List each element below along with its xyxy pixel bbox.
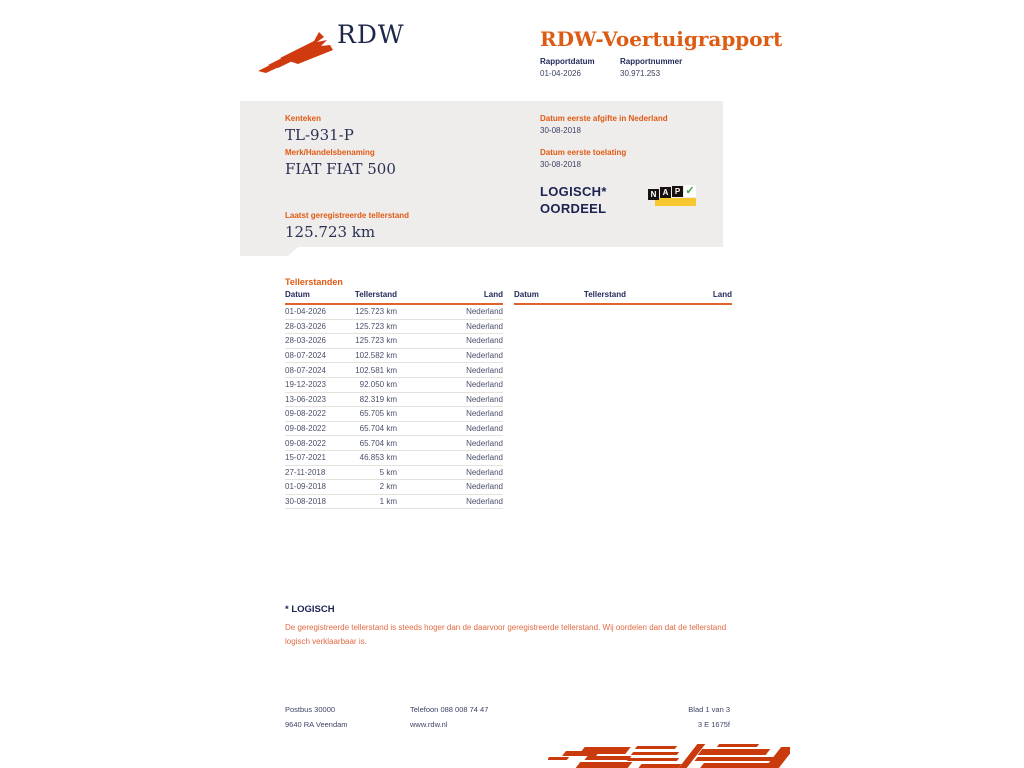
table-row [285, 363, 503, 378]
tellerstanden-table-right [514, 290, 732, 305]
oordeel-line2: OORDEEL [540, 201, 607, 216]
table-row [285, 320, 503, 335]
table-row [285, 495, 503, 510]
table-row [285, 305, 503, 320]
logisch-footnote [285, 604, 733, 649]
nap-letter-p: P [672, 186, 683, 197]
row-datum: 15-07-2021 [285, 453, 326, 463]
row-datum: 08-07-2024 [285, 365, 326, 375]
eerste-afgifte-label: Datum eerste afgifte in Nederland [540, 114, 668, 123]
col-header-datum: Datum [514, 290, 539, 299]
footer-website: www.rdw.nl [410, 720, 448, 729]
footnote-text: De geregistreerde tellerstand is steeds hoger dan de daarvoor geregistreerde tellerstand. Wij oordelen dan dat de tellerstand logisch verklaarbaar is. [285, 623, 727, 646]
footer-page-info [688, 702, 730, 732]
table-row [285, 466, 503, 481]
row-tellerstand: 2 km [379, 482, 397, 492]
tellerstanden-rows [285, 305, 503, 509]
col-header-land: Land [483, 290, 503, 299]
footer-phone: Telefoon 088 008 74 47 [410, 705, 489, 714]
row-tellerstand: 65.704 km [359, 424, 397, 434]
table-row [285, 334, 503, 349]
row-datum: 09-08-2022 [285, 409, 326, 419]
row-tellerstand: 82.319 km [359, 394, 397, 404]
row-tellerstand: 5 km [379, 467, 397, 477]
kenteken-value: TL-931-P [285, 126, 354, 144]
oordeel-text [540, 183, 607, 217]
table-row [285, 393, 503, 408]
page-title: RDW-Voertuigrapport [540, 27, 783, 51]
row-tellerstand: 1 km [379, 497, 397, 507]
laatste-tellerstand-label: Laatst geregistreerde tellerstand [285, 211, 410, 220]
row-land: Nederland [466, 438, 503, 448]
summary-box-tab [240, 247, 298, 256]
merk-label: Merk/Handelsbenaming [285, 148, 375, 157]
row-land: Nederland [466, 467, 503, 477]
row-land: Nederland [466, 409, 503, 419]
row-datum: 13-06-2023 [285, 394, 326, 404]
table-row [285, 451, 503, 466]
report-meta [540, 57, 682, 78]
eerste-afgifte-value: 30-08-2018 [540, 126, 581, 135]
col-header-datum: Datum [285, 290, 310, 299]
row-land: Nederland [466, 394, 503, 404]
laatste-tellerstand-field [285, 211, 409, 241]
row-datum: 01-04-2026 [285, 307, 326, 317]
oordeel-line1: LOGISCH* [540, 184, 607, 199]
row-tellerstand: 102.581 km [355, 365, 397, 375]
merk-field [285, 148, 396, 178]
vehicle-summary-box [240, 101, 723, 247]
row-datum: 19-12-2023 [285, 380, 326, 390]
merk-value: FIAT FIAT 500 [285, 160, 396, 178]
nap-checkmark-icon: ✓ [685, 185, 695, 197]
eerste-toelating-label: Datum eerste toelating [540, 148, 627, 157]
footer-page-number: Blad 1 van 3 [688, 705, 730, 714]
table-row [285, 349, 503, 364]
rapportdatum-label: Rapportdatum [540, 57, 595, 66]
eerste-toelating-field [540, 148, 626, 169]
footer-address [285, 702, 348, 732]
footer-address-line2: 9640 RA Veendam [285, 720, 348, 729]
row-datum: 27-11-2018 [285, 467, 326, 477]
kenteken-label: Kenteken [285, 114, 322, 123]
laatste-tellerstand-value: 125.723 km [285, 223, 376, 241]
col-header-tellerstand: Tellerstand [583, 290, 626, 299]
row-tellerstand: 46.853 km [359, 453, 397, 463]
col-header-tellerstand: Tellerstand [354, 290, 397, 299]
footer-contact [410, 702, 488, 732]
row-tellerstand: 65.705 km [359, 409, 397, 419]
rdw-wing-graphic-bottom [548, 744, 790, 768]
row-tellerstand: 125.723 km [355, 307, 397, 317]
row-land: Nederland [466, 321, 503, 331]
nap-letter-n: N [648, 189, 659, 200]
row-land: Nederland [466, 453, 503, 463]
row-land: Nederland [466, 424, 503, 434]
row-land: Nederland [466, 365, 503, 375]
rdw-wordmark: RDW [337, 20, 405, 49]
row-land: Nederland [466, 482, 503, 492]
row-datum: 30-08-2018 [285, 497, 326, 507]
nap-letter-a: A [660, 187, 671, 198]
nap-yellow-bar [655, 198, 696, 206]
tellerstanden-section-title: Tellerstanden [285, 277, 343, 287]
row-tellerstand: 125.723 km [355, 321, 397, 331]
rapportdatum-value: 01-04-2026 [540, 69, 581, 78]
row-tellerstand: 92.050 km [359, 380, 397, 390]
eerste-afgifte-field [540, 114, 668, 135]
footnote-title: * LOGISCH [285, 604, 335, 615]
row-land: Nederland [466, 497, 503, 507]
row-land: Nederland [466, 307, 503, 317]
kenteken-field [285, 114, 354, 144]
row-datum: 28-03-2026 [285, 321, 326, 331]
row-land: Nederland [466, 336, 503, 346]
row-tellerstand: 65.704 km [359, 438, 397, 448]
row-land: Nederland [466, 351, 503, 361]
row-tellerstand: 125.723 km [355, 336, 397, 346]
row-datum: 08-07-2024 [285, 351, 326, 361]
row-datum: 09-08-2022 [285, 424, 326, 434]
table-row [285, 378, 503, 393]
table-row [285, 436, 503, 451]
row-datum: 28-03-2026 [285, 336, 326, 346]
row-datum: 09-08-2022 [285, 438, 326, 448]
row-datum: 01-09-2018 [285, 482, 326, 492]
table-row [285, 407, 503, 422]
tellerstanden-table-left [285, 290, 503, 509]
eerste-toelating-value: 30-08-2018 [540, 160, 581, 169]
table-header [285, 290, 503, 305]
row-land: Nederland [466, 380, 503, 390]
rapportnummer-value: 30.971.253 [620, 69, 661, 78]
table-header [514, 290, 732, 305]
row-tellerstand: 102.582 km [355, 351, 397, 361]
table-row [285, 422, 503, 437]
nap-logo-icon [648, 185, 698, 209]
rapportnummer-field [620, 57, 682, 78]
footer-address-line1: Postbus 30000 [285, 705, 336, 714]
footer-form-code: 3 E 1675f [697, 720, 730, 729]
table-row [285, 480, 503, 495]
rapportdatum-field [540, 57, 598, 78]
rapportnummer-label: Rapportnummer [620, 57, 683, 66]
col-header-land: Land [712, 290, 732, 299]
rdw-logo-icon [256, 28, 334, 74]
